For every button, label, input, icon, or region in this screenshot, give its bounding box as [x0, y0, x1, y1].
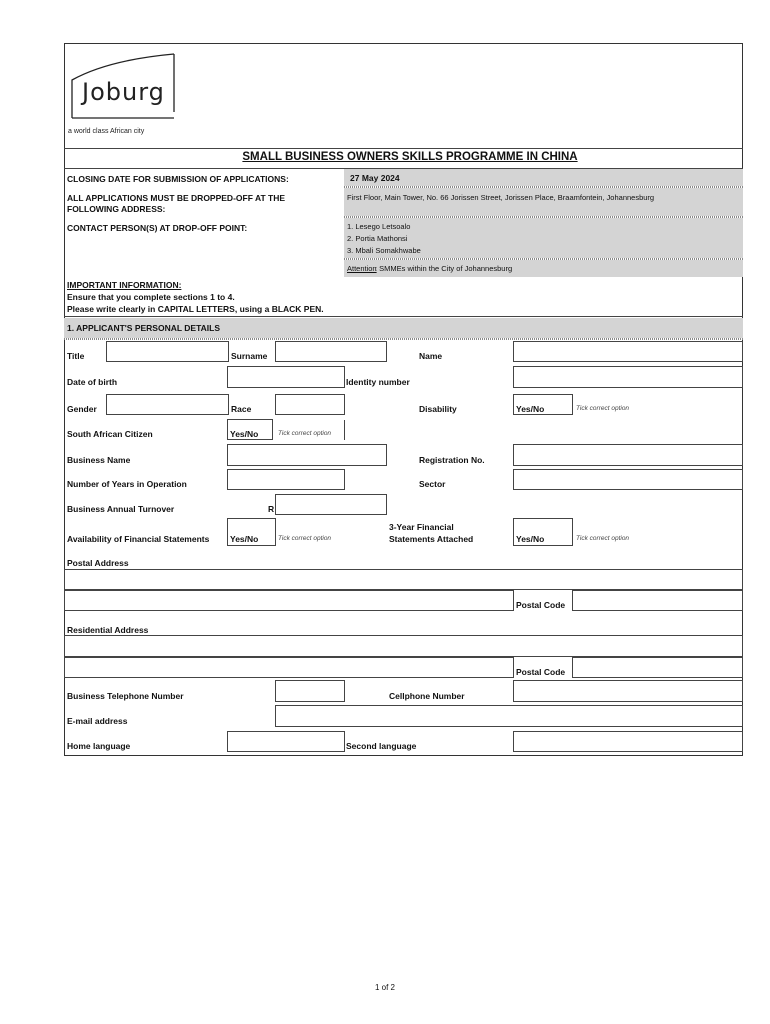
dob-label: Date of birth — [67, 377, 118, 387]
page-number: 1 of 2 — [374, 983, 395, 992]
title-input[interactable] — [106, 341, 229, 362]
home-language-input[interactable] — [227, 731, 345, 752]
race-label: Race — [231, 404, 252, 414]
citizen-tick-hint: Tick correct option — [278, 430, 332, 437]
sector-input[interactable] — [513, 469, 743, 490]
second-language-label: Second language — [346, 741, 417, 751]
residential-address-line-1[interactable] — [64, 635, 743, 657]
home-language-label: Home language — [67, 741, 131, 751]
cellphone-label: Cellphone Number — [389, 691, 465, 701]
address-value: First Floor, Main Tower, No. 66 Jorissen Street, Jorissen Place, Braamfontein, Johannesburg — [347, 193, 655, 202]
dob-input[interactable] — [227, 366, 345, 388]
form-title: SMALL BUSINESS OWNERS SKILLS PROGRAMME IN CHINA — [242, 151, 578, 163]
sector-label: Sector — [419, 479, 446, 489]
disability-label: Disability — [419, 404, 457, 414]
race-input[interactable] — [275, 394, 345, 415]
important-heading: IMPORTANT INFORMATION: — [67, 280, 182, 290]
turnover-label: Business Annual Turnover — [67, 504, 175, 514]
years-input[interactable] — [227, 469, 345, 490]
id-number-input[interactable] — [513, 366, 743, 388]
citizen-label: South African Citizen — [67, 429, 153, 439]
closing-date-value: 27 May 2024 — [350, 173, 400, 183]
registration-input[interactable] — [513, 444, 743, 466]
surname-input[interactable] — [275, 341, 387, 362]
business-phone-input[interactable] — [275, 680, 345, 702]
address-label: ALL APPLICATIONS MUST BE DROPPED-OFF AT THE FOLLOWING ADDRESS: — [67, 193, 286, 214]
joburg-logo — [68, 52, 188, 138]
gender-label: Gender — [67, 404, 97, 414]
postal-code-label: Postal Code — [516, 600, 566, 610]
residential-postal-code-label: Postal Code — [516, 667, 566, 677]
email-label: E-mail address — [67, 716, 128, 726]
closing-date-value-box — [344, 169, 743, 186]
closing-date-label: CLOSING DATE FOR SUBMISSION OF APPLICATIONS: — [67, 174, 289, 184]
years-label: Number of Years in Operation — [67, 479, 187, 489]
registration-label: Registration No. — [419, 455, 485, 465]
logo-wordmark: Joburg — [82, 78, 165, 106]
important-line-2: Please write clearly in CAPITAL LETTERS, using a BLACK PEN. — [67, 304, 324, 314]
fin-attached-yes-no-text: Yes/No — [516, 534, 545, 544]
second-language-input[interactable] — [513, 731, 743, 752]
contact-label: CONTACT PERSON(S) AT DROP-OFF POINT: — [67, 223, 248, 233]
fin-attached-label-1: 3-Year Financial — [389, 522, 454, 532]
attention-label: Attention — [347, 264, 377, 273]
fin-attached-tick-hint: Tick correct option — [576, 535, 630, 542]
citizen-yes-no-text: Yes/No — [230, 429, 259, 439]
contact-2: 2. Portia Mathonsi — [347, 234, 408, 243]
gender-input[interactable] — [106, 394, 229, 415]
contact-1: 1. Lesego Letsoalo — [347, 222, 411, 231]
important-line-1: Ensure that you complete sections 1 to 4. — [67, 292, 235, 302]
name-label: Name — [419, 351, 443, 361]
postal-address-line-2[interactable] — [64, 590, 514, 611]
fin-statements-yes-no-text: Yes/No — [230, 534, 259, 544]
surname-label: Surname — [231, 351, 268, 361]
disability-tick-hint: Tick correct option — [576, 405, 630, 412]
residential-address-label: Residential Address — [67, 625, 149, 635]
postal-address-label: Postal Address — [67, 558, 129, 568]
disability-yes-no-text: Yes/No — [516, 404, 545, 414]
business-name-label: Business Name — [67, 455, 131, 465]
section1-heading: 1. APPLICANT'S PERSONAL DETAILS — [67, 323, 220, 333]
cellphone-input[interactable] — [513, 680, 743, 702]
contact-3: 3. Mbali Somakhwabe — [347, 246, 421, 255]
residential-postal-code-input[interactable] — [572, 657, 743, 678]
name-input[interactable] — [513, 341, 743, 362]
fin-attached-label-2: Statements Attached — [389, 534, 474, 544]
postal-address-line-1[interactable] — [64, 569, 743, 590]
business-name-input[interactable] — [227, 444, 387, 466]
turnover-currency: R — [268, 504, 275, 514]
turnover-input[interactable] — [275, 494, 387, 515]
business-phone-label: Business Telephone Number — [67, 691, 184, 701]
id-number-label: Identity number — [346, 377, 410, 387]
fin-statements-label: Availability of Financial Statements — [67, 534, 210, 544]
logo-tagline: a world class African city — [68, 128, 145, 135]
email-input[interactable] — [275, 705, 743, 727]
residential-address-line-2[interactable] — [64, 657, 514, 678]
title-label: Title — [67, 351, 85, 361]
fin-statements-tick-hint: Tick correct option — [278, 535, 332, 542]
attention-value: : SMMEs within the City of Johannesburg — [375, 264, 513, 273]
postal-code-input[interactable] — [572, 590, 743, 611]
